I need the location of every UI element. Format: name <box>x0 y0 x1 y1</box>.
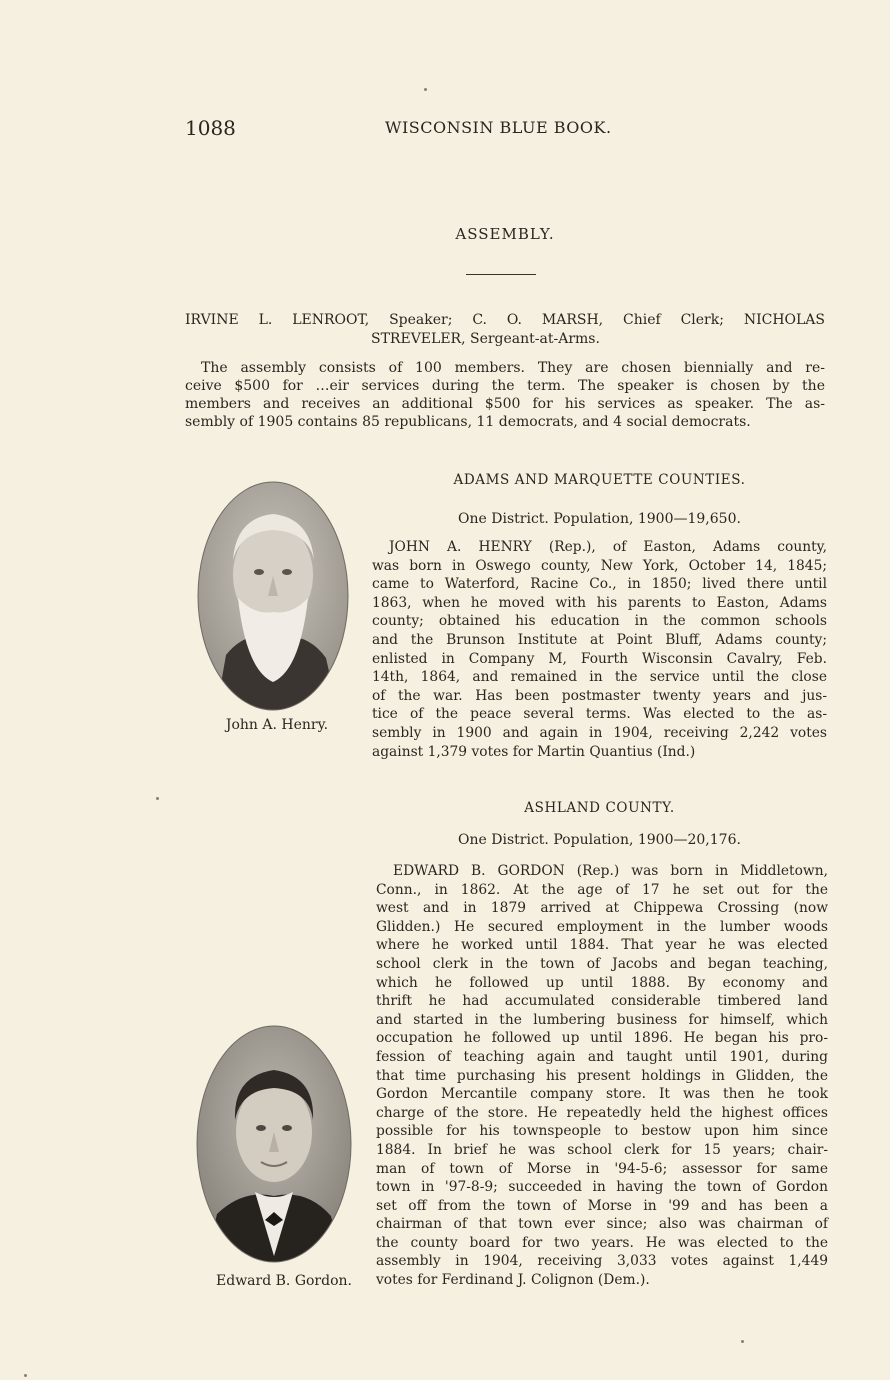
bio-line: fession of teaching again and taught until 1901, during <box>376 1048 828 1065</box>
portrait-edward-b-gordon <box>195 1024 353 1264</box>
title-rule <box>466 274 536 275</box>
bio-line: chairman of that town ever since; also was chairman of <box>376 1216 828 1233</box>
bio-line: Conn., in 1862. At the age of 17 he set out for the <box>376 881 828 898</box>
bio-line: JOHN A. HENRY (Rep.), of Easton, Adams county, <box>389 539 827 555</box>
bio-line: and started in the lumbering business for himself, which <box>376 1011 828 1028</box>
district-heading: ADAMS AND MARQUETTE COUNTIES. <box>453 472 746 488</box>
portrait-john-a-henry <box>196 480 350 712</box>
bio-line: Glidden.) He secured employment in the lumber woods <box>376 918 828 935</box>
bio-line: charge of the store. He repeatedly held the highest offices <box>376 1104 828 1121</box>
bio-line: school clerk in the town of Jacobs and began teaching, <box>376 955 828 972</box>
bio-line: occupation he followed up until 1896. He began his pro- <box>376 1030 828 1047</box>
bio-line: 14th, 1864, and remained in the service until the close <box>372 669 827 686</box>
portrait-photo <box>195 1024 353 1264</box>
district-subheading: One District. Population, 1900—20,176. <box>458 832 741 848</box>
bio-line: set off from the town of Morse in '99 and has been a <box>376 1197 828 1214</box>
intro-paragraph <box>185 359 825 431</box>
intro-line: members and receives an additional $500 for his services as speaker. The as- <box>185 396 825 412</box>
bio-line: thrift he had accumulated considerable timbered land <box>376 993 828 1010</box>
bio-line: of the war. Has been postmaster twenty years and jus- <box>372 687 827 704</box>
paper-speck <box>156 797 159 800</box>
bio-line: possible for his townspeople to bestow upon him since <box>376 1123 828 1140</box>
bio-line: which he followed up until 1888. By economy and <box>376 974 828 991</box>
bio-line: was born in Oswego county, New York, October 14, 1845; <box>372 557 827 574</box>
biography-john-a-henry <box>372 538 827 761</box>
bio-line: west and in 1879 arrived at Chippewa Crossing (now <box>376 900 828 917</box>
paper-speck <box>424 88 427 91</box>
officers-line: STREVELER, Sergeant-at-Arms. <box>371 331 600 347</box>
running-title: WISCONSIN BLUE BOOK. <box>385 118 612 137</box>
bio-line: assembly in 1904, receiving 3,033 votes against 1,449 <box>376 1253 828 1270</box>
bio-line: Gordon Mercantile company store. It was then he took <box>376 1086 828 1103</box>
biography-edward-b-gordon <box>376 862 828 1290</box>
page-number: 1088 <box>185 116 236 140</box>
intro-line: sembly of 1905 contains 85 republicans, 11 democrats, and 4 social democrats. <box>185 414 751 430</box>
bio-line: 1884. In brief he was school clerk for 15 years; chair- <box>376 1141 828 1158</box>
bio-line: town in '97-8-9; succeeded in having the town of Gordon <box>376 1179 828 1196</box>
bio-line: the county board for two years. He was elected to the <box>376 1234 828 1251</box>
bio-line: EDWARD B. GORDON (Rep.) was born in Middletown, <box>393 863 828 879</box>
bio-line: county; obtained his education in the common schools <box>372 613 827 630</box>
section-title: ASSEMBLY. <box>455 225 555 243</box>
portrait-photo <box>196 480 350 712</box>
bio-line: enlisted in Company M, Fourth Wisconsin Cavalry, Feb. <box>372 650 827 667</box>
bio-line: that time purchasing his present holdings in Glidden, the <box>376 1067 828 1084</box>
intro-line: ceive $500 for …eir services during the term. The speaker is chosen by the <box>185 378 825 394</box>
officers-paragraph <box>185 311 825 349</box>
bio-line: came to Waterford, Racine Co., in 1850; lived there until <box>372 576 827 593</box>
bio-line: against 1,379 votes for Martin Quantius (Ind.) <box>372 743 696 760</box>
bio-line: tice of the peace several terms. Was elected to the as- <box>372 706 827 723</box>
paper-speck <box>24 1374 27 1377</box>
bio-line: and the Brunson Institute at Point Bluff, Adams county; <box>372 631 827 648</box>
bio-line: where he worked until 1884. That year he was elected <box>376 937 828 954</box>
district-subheading: One District. Population, 1900—19,650. <box>458 511 741 527</box>
portrait-caption: Edward B. Gordon. <box>216 1273 352 1289</box>
intro-line: The assembly consists of 100 members. They are chosen biennially and re- <box>201 360 825 376</box>
bio-line: man of town of Morse in '94-5-6; assessor for same <box>376 1160 828 1177</box>
officers-line: IRVINE L. LENROOT, Speaker; C. O. MARSH, Chief Clerk; NICHOLAS <box>185 312 825 328</box>
paper-speck <box>741 1340 744 1343</box>
bio-line: sembly in 1900 and again in 1904, receiving 2,242 votes <box>372 724 827 741</box>
running-head <box>185 116 825 142</box>
bio-line: votes for Ferdinand J. Colignon (Dem.). <box>376 1272 650 1289</box>
district-heading: ASHLAND COUNTY. <box>524 800 675 816</box>
bio-line: 1863, when he moved with his parents to Easton, Adams <box>372 594 827 611</box>
portrait-caption: John A. Henry. <box>225 717 329 733</box>
